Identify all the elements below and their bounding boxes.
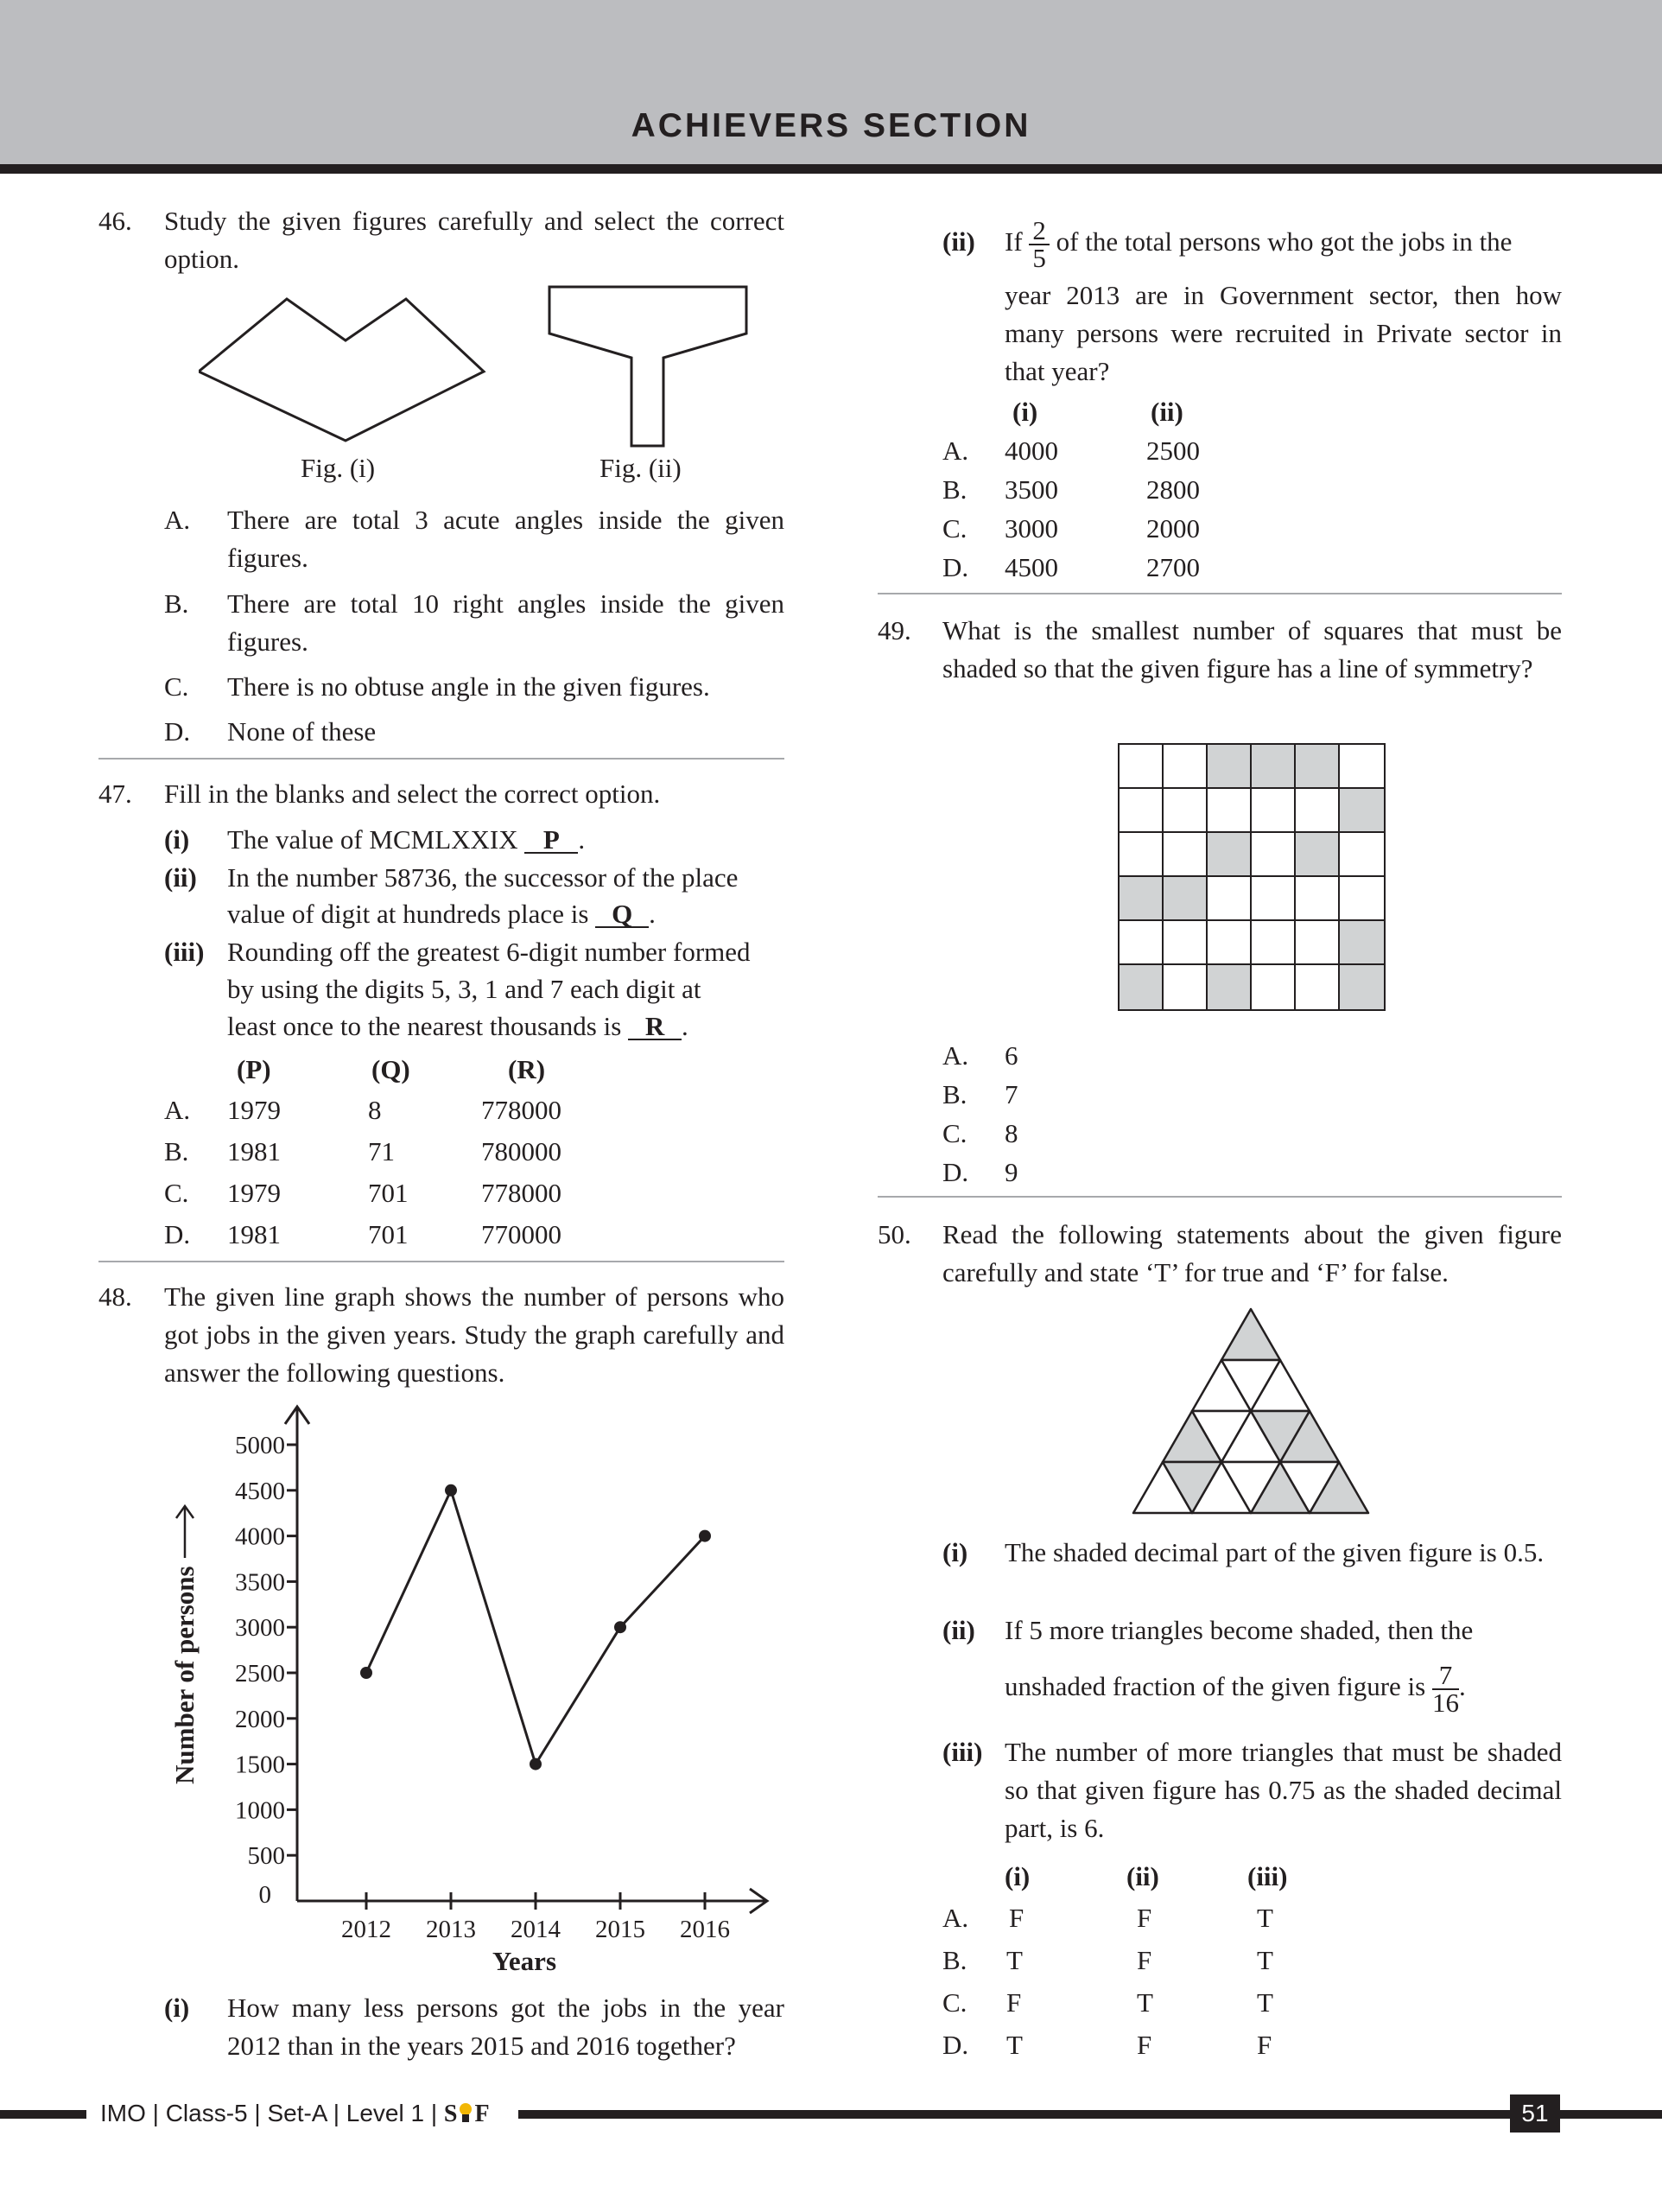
grid-cell xyxy=(1252,965,1296,1009)
x-tick-label: 2013 xyxy=(426,1916,476,1943)
grid-cell xyxy=(1208,877,1252,921)
q46-option-letter: D. xyxy=(164,716,191,747)
grid-cell xyxy=(1164,965,1208,1009)
q50-option-d-ii: F xyxy=(1137,2030,1152,2060)
q47-part-iii-line1: Rounding off the greatest 6-digit number formed xyxy=(227,937,751,967)
fraction-seven-sixteenths: $\frac{7}{16}$ xyxy=(1432,1659,1459,1718)
series-line xyxy=(366,1491,705,1764)
x-tick-label: 2016 xyxy=(680,1916,730,1943)
q49-square-grid xyxy=(1118,743,1386,1011)
blank-q: Q xyxy=(595,902,649,928)
q47-option-letter: D. xyxy=(164,1219,191,1249)
q48-option-letter: C. xyxy=(942,513,967,543)
fig-i-caption: Fig. (i) xyxy=(301,453,376,483)
q47-option-a-r: 778000 xyxy=(481,1095,561,1125)
separator xyxy=(878,593,1562,594)
grid-cell xyxy=(1120,921,1164,965)
q48-header-ii: (ii) xyxy=(1151,397,1183,427)
grid-cell xyxy=(1340,877,1384,921)
q49-text: What is the smallest number of squares that must be shaded so that the given figure has a line of symmetry? xyxy=(942,615,1562,683)
q50-part-iii-text: The number of more triangles that must be shaded so that given figure has 0.75 as the shaded decimal part, is 6. xyxy=(1005,1737,1562,1843)
q48-option-c-i[interactable]: 3000 xyxy=(1005,513,1058,543)
x-tick-label: 2015 xyxy=(595,1916,645,1943)
y-axis-label xyxy=(169,1506,200,1784)
grid-cell xyxy=(1252,921,1296,965)
q46-text: Study the given figures carefully and select the correct option. xyxy=(164,206,784,274)
section-title: ACHIEVERS SECTION xyxy=(631,107,1031,144)
q50-triangle-figure xyxy=(1132,1306,1370,1516)
y-axis-label-text: Number of persons xyxy=(169,1566,200,1784)
blank-p: P xyxy=(524,828,578,854)
grid-cell xyxy=(1296,877,1340,921)
q50-option-a-i[interactable]: F xyxy=(1009,1903,1024,1933)
q49-number: 49. xyxy=(878,615,911,645)
data-point xyxy=(360,1667,372,1679)
q49-option-b[interactable]: 7 xyxy=(1005,1079,1018,1109)
q49-option-a[interactable]: 6 xyxy=(1005,1040,1018,1071)
q50-part-label: (i) xyxy=(942,1537,968,1567)
q50-part-ii-line2: unshaded fraction of the given figure is $\frac{7}{16}$ . xyxy=(1005,1659,1466,1718)
line-chart xyxy=(155,1400,786,1987)
q50-part-i-text: The shaded decimal part of the given figure is 0.5. xyxy=(1005,1537,1545,1567)
q50-option-d-i[interactable]: T xyxy=(1006,2030,1023,2060)
grid-cell xyxy=(1120,745,1164,789)
grid-cell xyxy=(1208,921,1252,965)
y-tick-label: 1000 xyxy=(235,1796,285,1825)
q46-number: 46. xyxy=(98,206,132,236)
q50-text: Read the following statements about the given figure carefully and state ‘T’ for true and ‘F’ for false. xyxy=(942,1219,1562,1287)
q50-option-d-iii: F xyxy=(1257,2030,1272,2060)
separator xyxy=(98,758,784,760)
q48-option-letter: D. xyxy=(942,552,969,582)
footer-text: IMO | Class-5 | Set-A | Level 1 | S F xyxy=(100,2100,490,2127)
grid-cell xyxy=(1252,877,1296,921)
q50-option-b-iii: T xyxy=(1257,1945,1273,1975)
q48-option-letter: A. xyxy=(942,435,969,466)
q50-option-b-i[interactable]: T xyxy=(1006,1945,1023,1975)
bulb-icon xyxy=(457,2101,474,2124)
y-tick-label: 4500 xyxy=(235,1477,285,1505)
y-tick-label: 0 xyxy=(258,1881,271,1909)
q50-part-label: (ii) xyxy=(942,1615,975,1645)
q47-option-d-p[interactable]: 1981 xyxy=(227,1219,281,1249)
q48-text: The given line graph shows the number of persons who got jobs in the given years. Study the graph carefully and answer the following questions. xyxy=(164,1281,784,1388)
q47-part-label: (i) xyxy=(164,824,190,855)
grid-cell xyxy=(1120,789,1164,833)
data-point xyxy=(530,1758,542,1770)
q48-header-i: (i) xyxy=(1012,397,1038,427)
grid-cell xyxy=(1296,789,1340,833)
grid-cell xyxy=(1208,745,1252,789)
q46-option-b[interactable]: There are total 10 right angles inside the given figures. xyxy=(227,588,784,657)
grid-cell xyxy=(1164,921,1208,965)
q47-part-iii-line3: least once to the nearest thousands is R . xyxy=(227,1011,688,1041)
q48-part-i-text: How many less persons got the jobs in the year 2012 than in the years 2015 and 2016 together? xyxy=(227,1993,784,2061)
q48-part-ii-text: year 2013 are in Government sector, then how many persons were recruited in Private sector in that year? xyxy=(1005,280,1562,386)
q47-option-b-q: 71 xyxy=(368,1136,395,1166)
x-tick-label: 2012 xyxy=(341,1916,391,1943)
q49-option-letter: D. xyxy=(942,1157,969,1187)
grid-cell xyxy=(1120,877,1164,921)
q46-option-d[interactable]: None of these xyxy=(227,716,377,747)
page-number: 51 xyxy=(1510,2094,1560,2133)
q47-option-letter: C. xyxy=(164,1178,189,1208)
q47-part-i: The value of MCMLXXIX P . xyxy=(227,824,586,855)
q50-option-c-iii: T xyxy=(1257,1987,1273,2018)
q50-part-ii-line1: If 5 more triangles become shaded, then the xyxy=(1005,1615,1474,1645)
grid-cell xyxy=(1208,833,1252,877)
q50-header-iii: (iii) xyxy=(1247,1861,1288,1891)
q47-option-d-q: 701 xyxy=(368,1219,409,1249)
footer-rule-end xyxy=(1560,2110,1662,2119)
grid-cell xyxy=(1296,965,1340,1009)
q48-option-b-i[interactable]: 3500 xyxy=(1005,474,1058,505)
q47-text: Fill in the blanks and select the correct option. xyxy=(164,779,661,809)
data-point xyxy=(445,1484,457,1497)
q46-option-letter: A. xyxy=(164,505,191,535)
y-tick-label: 2500 xyxy=(235,1660,285,1688)
q50-option-a-iii: T xyxy=(1257,1903,1273,1933)
q50-option-letter: C. xyxy=(942,1987,967,2018)
grid-cell xyxy=(1340,965,1384,1009)
q46-option-letter: B. xyxy=(164,588,189,619)
grid-cell xyxy=(1164,789,1208,833)
y-tick-label: 4000 xyxy=(235,1522,285,1551)
q47-header-q: (Q) xyxy=(371,1054,410,1084)
q48-option-d-i[interactable]: 4500 xyxy=(1005,552,1058,582)
q47-header-r: (R) xyxy=(508,1054,546,1084)
q49-option-letter: A. xyxy=(942,1040,969,1071)
grid-cell xyxy=(1164,745,1208,789)
grid-cell xyxy=(1252,745,1296,789)
grid-cell xyxy=(1208,965,1252,1009)
q50-option-letter: B. xyxy=(942,1945,967,1975)
footer-rule-left xyxy=(0,2110,86,2119)
y-tick-label: 1500 xyxy=(235,1751,285,1779)
data-point xyxy=(614,1621,626,1633)
q46-option-c[interactable]: There is no obtuse angle in the given figures. xyxy=(227,671,710,702)
q47-part-ii-line2: value of digit at hundreds place is Q . xyxy=(227,899,656,929)
q50-option-letter: A. xyxy=(942,1903,969,1933)
q50-header-ii: (ii) xyxy=(1126,1861,1159,1891)
sof-logo: S F xyxy=(443,2101,490,2127)
q50-option-c-ii: T xyxy=(1137,1987,1153,2018)
q48-option-letter: B. xyxy=(942,474,967,505)
blank-r: R xyxy=(628,1014,682,1040)
q47-part-iii-line2: by using the digits 5, 3, 1 and 7 each digit at xyxy=(227,974,701,1004)
q48-option-a-i[interactable]: 4000 xyxy=(1005,435,1058,466)
grid-cell xyxy=(1208,789,1252,833)
x-axis-label: Years xyxy=(492,1946,557,1976)
q49-option-letter: C. xyxy=(942,1118,967,1148)
fig-ii-shape xyxy=(549,287,746,446)
y-tick-label: 3500 xyxy=(235,1568,285,1597)
q47-option-c-p[interactable]: 1979 xyxy=(227,1178,281,1208)
q50-option-letter: D. xyxy=(942,2030,969,2060)
q50-part-label: (iii) xyxy=(942,1737,983,1767)
chart-marks xyxy=(235,1432,730,1943)
fraction-two-fifths: $\frac{2}{5}$ xyxy=(1029,218,1050,271)
q47-header-p: (P) xyxy=(237,1054,271,1084)
q50-option-b-ii: F xyxy=(1137,1945,1152,1975)
q49-option-c[interactable]: 8 xyxy=(1005,1118,1018,1148)
grid-cell xyxy=(1252,833,1296,877)
q47-option-b-p[interactable]: 1981 xyxy=(227,1136,281,1166)
y-tick-label: 2000 xyxy=(235,1705,285,1733)
separator xyxy=(98,1261,784,1262)
separator xyxy=(878,1196,1562,1198)
q48-option-d-ii: 2700 xyxy=(1146,552,1200,582)
q48-option-a-ii: 2500 xyxy=(1146,435,1200,466)
grid-cell xyxy=(1296,921,1340,965)
q49-option-letter: B. xyxy=(942,1079,967,1109)
q46-figures xyxy=(199,275,769,448)
q47-option-b-r: 780000 xyxy=(481,1136,561,1166)
q48-part-label: (i) xyxy=(164,1993,190,2023)
q47-option-c-q: 701 xyxy=(368,1178,409,1208)
q46-option-letter: C. xyxy=(164,671,189,702)
header-rule xyxy=(0,164,1662,174)
grid-cell xyxy=(1340,789,1384,833)
q47-part-ii-line1: In the number 58736, the successor of the place xyxy=(227,862,739,893)
q47-number: 47. xyxy=(98,779,132,809)
triangle-up xyxy=(1221,1309,1280,1360)
grid-cell xyxy=(1296,833,1340,877)
grid-cell xyxy=(1296,745,1340,789)
q50-option-a-ii: F xyxy=(1137,1903,1152,1933)
q47-option-c-r: 778000 xyxy=(481,1178,561,1208)
q47-option-letter: B. xyxy=(164,1136,189,1166)
q47-option-a-q: 8 xyxy=(368,1095,382,1125)
q50-option-c-i[interactable]: F xyxy=(1006,1987,1022,2018)
y-tick-label: 500 xyxy=(247,1842,285,1871)
q48-option-c-ii: 2000 xyxy=(1146,513,1200,543)
y-tick-label: 5000 xyxy=(235,1432,285,1459)
q47-part-label: (ii) xyxy=(164,862,197,893)
grid-cell xyxy=(1252,789,1296,833)
q48-number: 48. xyxy=(98,1281,132,1312)
grid-cell xyxy=(1340,745,1384,789)
q48-part-ii-line1: If $\frac{2}{5}$ of the total persons who got the jobs in the xyxy=(1005,214,1513,273)
q50-header-i: (i) xyxy=(1005,1861,1031,1891)
q47-part-label: (iii) xyxy=(164,937,205,967)
grid-cell xyxy=(1120,833,1164,877)
q48-part-label: (ii) xyxy=(942,226,975,257)
footer-rule-right xyxy=(518,2110,1510,2119)
grid-cell xyxy=(1120,965,1164,1009)
grid-cell xyxy=(1340,833,1384,877)
q49-option-d[interactable]: 9 xyxy=(1005,1157,1018,1187)
y-tick-label: 3000 xyxy=(235,1614,285,1643)
q47-option-letter: A. xyxy=(164,1095,191,1125)
q48-option-b-ii: 2800 xyxy=(1146,474,1200,505)
x-tick-label: 2014 xyxy=(511,1916,561,1943)
q46-option-a[interactable]: There are total 3 acute angles inside the given figures. xyxy=(227,505,784,573)
q47-option-d-r: 770000 xyxy=(481,1219,561,1249)
grid-cell xyxy=(1340,921,1384,965)
grid-cell xyxy=(1164,833,1208,877)
fig-ii-caption: Fig. (ii) xyxy=(599,453,682,483)
fig-i-shape xyxy=(199,299,484,441)
data-point xyxy=(699,1530,711,1542)
q47-option-a-p[interactable]: 1979 xyxy=(227,1095,281,1125)
grid-cell xyxy=(1164,877,1208,921)
q50-number: 50. xyxy=(878,1219,911,1249)
